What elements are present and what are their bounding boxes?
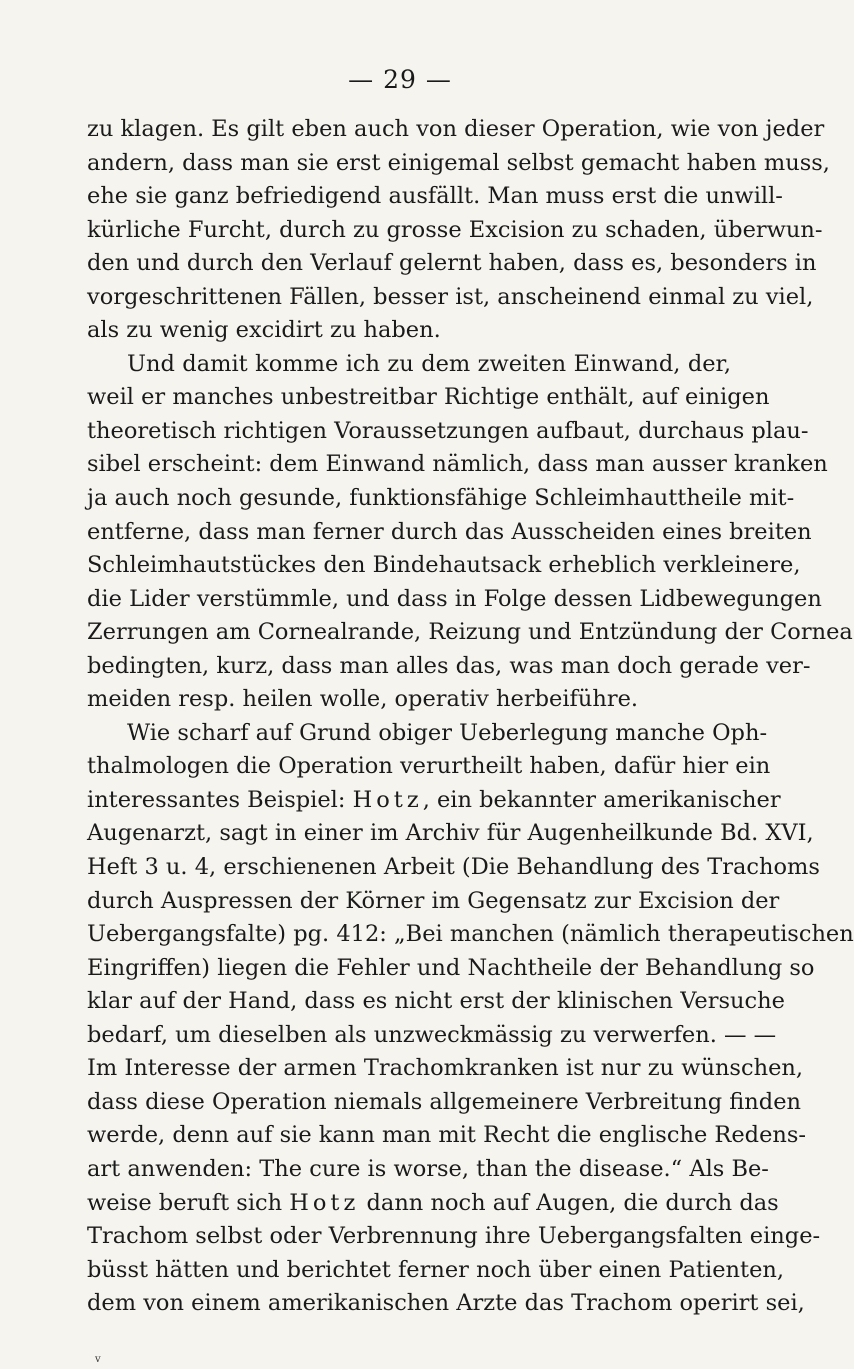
text-line: ja auch noch gesunde, funktionsfähige Schleimhauttheile mit-	[87, 485, 795, 512]
text-line: andern, dass man sie erst einigemal selbst gemacht haben muss,	[87, 149, 830, 176]
text-line: bedarf, um dieselben als unzweckmässig zu verwerfen. — —	[87, 1021, 777, 1048]
text-line: sibel erscheint: dem Einwand nämlich, dass man ausser kranken	[87, 451, 828, 478]
text-line: als zu wenig excidirt zu haben.	[87, 317, 441, 344]
text-line: Zerrungen am Cornealrande, Reizung und Entzündung der Cornea	[87, 619, 853, 646]
text-line: bedingten, kurz, dass man alles das, was man doch gerade ver-	[87, 652, 811, 679]
text-line: dem von einem amerikanischen Arzte das Trachom operirt sei,	[87, 1290, 805, 1317]
author-name: Hotz	[352, 786, 423, 813]
line-text-before: interessantes Beispiel:	[87, 786, 353, 813]
text-line: Eingriffen) liegen die Fehler und Nachtheile der Behandlung so	[87, 954, 815, 981]
text-line: Uebergangsfalte) pg. 412: „Bei manchen (nämlich therapeutischen	[87, 921, 854, 948]
text-line: Schleimhautstückes den Bindehautsack erheblich verkleinere,	[87, 552, 801, 579]
text-line: art anwenden: The cure is worse, than the disease.“ Als Be-	[87, 1155, 769, 1182]
text-line: Trachom selbst oder Verbrennung ihre Uebergangsfalten einge-	[87, 1223, 821, 1250]
page-number: — 29 —	[348, 65, 452, 94]
text-line: kürliche Furcht, durch zu grosse Excision zu schaden, überwun-	[87, 216, 823, 243]
printer-mark: v	[95, 1354, 101, 1365]
text-line: dass diese Operation niemals allgemeinere Verbreitung finden	[87, 1088, 802, 1115]
text-line: klar auf der Hand, dass es nicht erst der klinischen Versuche	[87, 988, 785, 1015]
text-line: den und durch den Verlauf gelernt haben, dass es, besonders in	[87, 250, 817, 277]
text-line: meiden resp. heilen wolle, operativ herbeiführe.	[87, 686, 639, 713]
text-line: Und damit komme ich zu dem zweiten Einwand, der,	[127, 350, 731, 377]
text-line: büsst hätten und berichtet ferner noch über einen Patienten,	[87, 1256, 785, 1283]
line-text-before: weise beruft sich	[87, 1189, 290, 1216]
line-text-after: , ein bekannter amerikanischer	[422, 786, 781, 813]
text-line: entferne, dass man ferner durch das Ausscheiden eines breiten	[87, 518, 812, 545]
text-line: werde, denn auf sie kann man mit Recht die englische Redens-	[87, 1122, 807, 1149]
text-line: durch Auspressen der Körner im Gegensatz zur Excision der	[87, 887, 780, 914]
text-line: Heft 3 u. 4, erschienenen Arbeit (Die Behandlung des Trachoms	[87, 854, 820, 881]
text-line: vorgeschrittenen Fällen, besser ist, anscheinend einmal zu viel,	[87, 283, 814, 310]
text-line	[87, 784, 781, 818]
text-line	[87, 1187, 779, 1221]
text-line: Augenarzt, sagt in einer im Archiv für Augenheilkunde Bd. XVI,	[87, 820, 814, 847]
text-line: Wie scharf auf Grund obiger Ueberlegung manche Oph-	[127, 719, 768, 746]
text-line: theoretisch richtigen Voraussetzungen aufbaut, durchaus plau-	[87, 417, 809, 444]
line-text-after: dann noch auf Augen, die durch das	[359, 1189, 779, 1216]
body-text	[87, 113, 854, 1321]
text-line: thalmologen die Operation verurtheilt haben, dafür hier ein	[87, 753, 771, 780]
text-line: ehe sie ganz befriedigend ausfällt. Man muss erst die unwill-	[87, 183, 783, 210]
text-line: Im Interesse der armen Trachomkranken ist nur zu wünschen,	[87, 1055, 804, 1082]
text-line: die Lider verstümmle, und dass in Folge dessen Lidbewegungen	[87, 585, 822, 612]
text-line: weil er manches unbestreitbar Richtige enthält, auf einigen	[87, 384, 770, 411]
text-line: zu klagen. Es gilt eben auch von dieser Operation, wie von jeder	[87, 116, 825, 142]
author-name: Hotz	[289, 1189, 360, 1216]
